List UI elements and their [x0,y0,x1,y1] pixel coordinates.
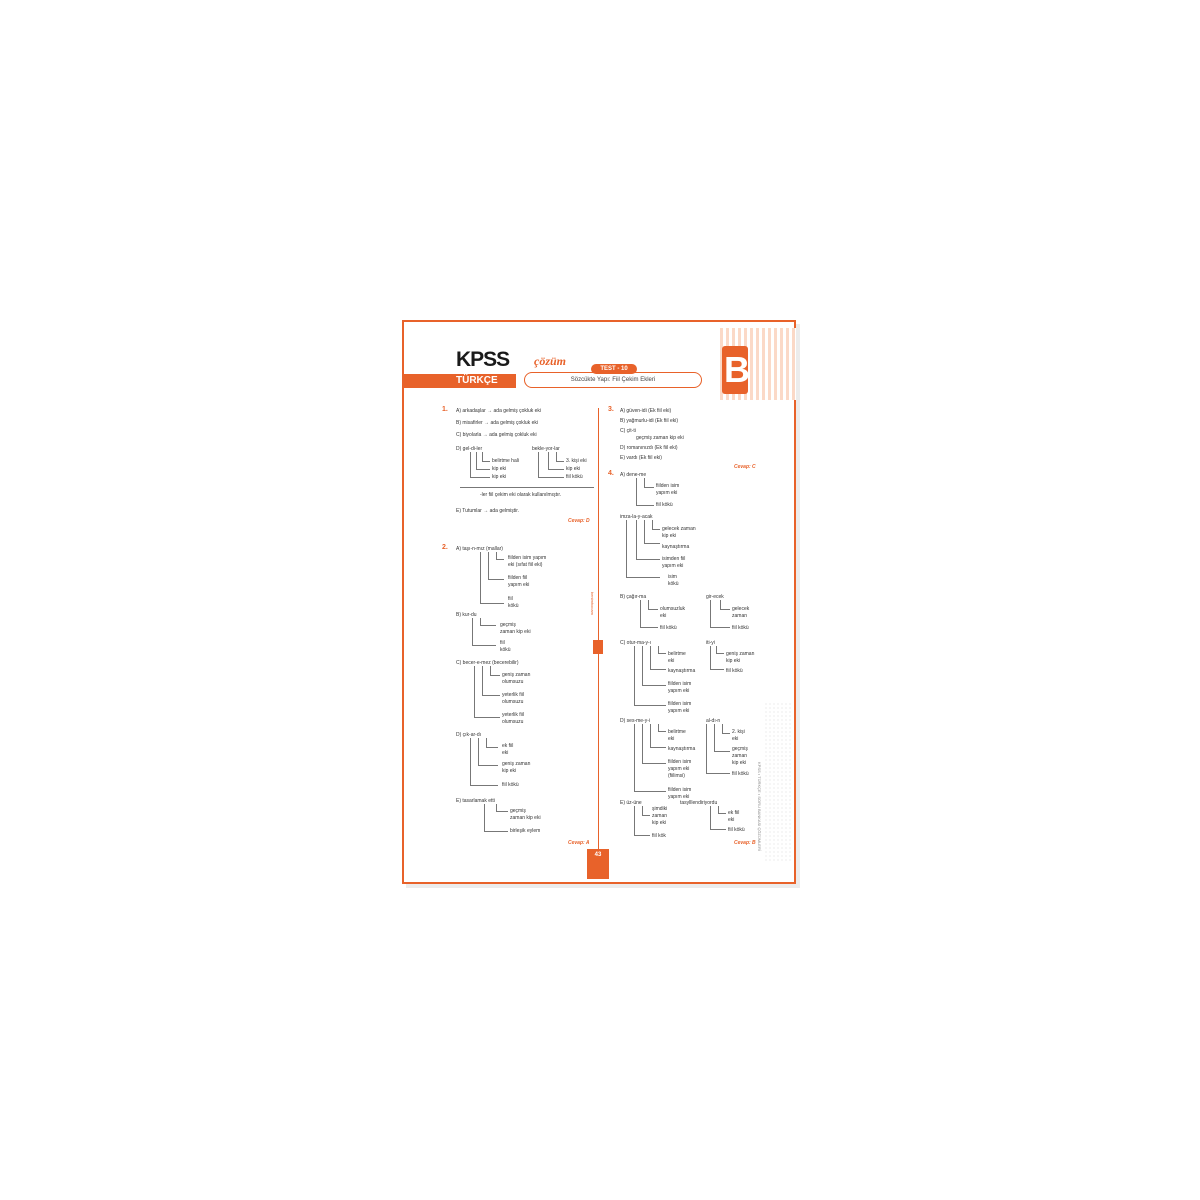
q2-answer: Cevap: A [568,840,590,846]
tree-line [480,552,481,604]
q4-d-note2: kaynaştırma [668,746,696,752]
tree-line [640,627,658,628]
cozum-title: çözüm [534,354,567,368]
tree-line [710,600,711,628]
q2-e-note1b: zaman kip eki [510,815,541,821]
tree-line [556,461,564,462]
q2-c-note1b: olumsuzu [502,679,524,685]
q4-d-note8: fiil kökü [732,771,749,777]
tree-line [496,811,508,812]
q4-c-note2: kaynaştırma [668,668,696,674]
tree-line [636,559,660,560]
q4-a-note1b: yapım eki [656,490,678,496]
q4-e-note1c: kip eki [652,820,667,826]
tree-line [480,625,496,626]
q4-d-note7: kip eki [732,760,747,766]
q4-option-b: B) çağır-ma [620,594,647,600]
q4-d-note6: geçmiş [732,746,748,752]
q4-c-note3b: yapım eki [668,688,690,694]
tree-line [636,505,654,506]
q4-e-note1b: zaman [652,813,668,819]
tree-line [470,452,471,478]
q4-ab-note1: gelecek zaman [662,526,696,532]
tree-line [648,609,658,610]
q4-c-note1: belirtme [668,651,686,657]
tree-line [658,653,666,654]
q1-option-e: E) Tutumlar → ada gelmiştir. [456,508,520,514]
q2-d-note3: fiil kökü [502,782,519,788]
tree-line [548,469,564,470]
q4-b-note3: gelecek [732,606,750,612]
q2-a-note3: fiil [508,596,513,602]
q2-c-note1: geniş zaman [502,672,531,678]
tree-line [482,461,490,462]
tree-line [496,559,504,560]
q4-d-note3b: yapım eki [668,766,690,772]
q2-option-b: B) kur-du [456,612,477,618]
q2-option-c: C) becer-e-mez (becerebilir) [456,660,519,666]
q4-e-note1: şimdiki [652,806,668,812]
q2-a-note2b: yapım eki [508,582,530,588]
q3-option-c: C) çit-ti [620,428,636,434]
tree-line [478,765,498,766]
q2-b-note2: fiil [500,640,505,646]
publisher-logo-letter: B [724,349,750,390]
q1-option-d2: bekle-yor-lar [532,446,560,452]
tree-line [718,813,726,814]
q3-option-a: A) güven-idi (Ek fiil eki) [620,408,672,414]
q4-ab-note4: isim [668,574,677,580]
q4-d-note1b: eki [668,736,675,742]
tree-line [484,831,508,832]
q3-option-e: E) vardı (Ek fiil eki) [620,455,662,461]
test-badge: TEST - 10 [591,364,637,374]
q4-ab-note3: isimden fiil [662,556,686,562]
tree-line [650,646,651,670]
q4-d-note3: fiilden isim [668,759,692,765]
q1-d-note4: 3. kişi eki [566,458,587,464]
q4-a-note1: fiilden isim [656,483,680,489]
tree-line [476,452,477,470]
q4-option-d: D) ses-me-y-i [620,718,650,724]
q4-d-note4b: yapım eki [668,794,690,800]
tree-line [644,543,660,544]
tree-line [474,717,500,718]
q4-d-note5b: eki [732,736,739,742]
q4-c-note1b: eki [668,658,675,664]
q4-b-note3b: zaman [732,613,748,619]
q4-d-note3c: (fiilimsi) [668,773,685,779]
tree-line [722,733,730,734]
q2-d-note2: geniş zaman [502,761,531,767]
q4-d-note1: belirtme [668,729,686,735]
q4-option-b2: gir-ecek [706,594,724,600]
tree-line [710,627,730,628]
q4-b-note2: fiil kökü [660,625,677,631]
tree-line [644,487,654,488]
q4-ab-note3b: yapım eki [662,563,684,569]
q4-option-c2: iti-yi [706,640,715,646]
q2-b-note2b: kökü [500,647,511,653]
tree-line [642,724,643,764]
q4-option-c: C) otur-ma-y-ı [620,640,652,646]
q4-e-note3: ek fiil [728,810,740,816]
q1-note: -ler fiil çekim eki olarak kullanılmıştır. [480,492,562,498]
tree-line [710,829,726,830]
tree-line [478,738,479,766]
q2-a-note1b: eki (sıfat fiil eki) [508,562,543,568]
q4-option-a: A) dene-me [620,472,647,478]
tree-line [710,646,711,670]
q2-b-note1b: zaman kip eki [500,629,531,635]
q4-c-note5: geniş zaman [726,651,755,657]
tree-line [474,666,475,718]
tree-line [476,469,490,470]
q4-d-note4: fiilden isim [668,787,692,793]
q4-e-note3b: eki [728,817,735,823]
q2-option-d: D) çık-ar-dı [456,732,481,738]
q4-c-note3: fiilden isim [668,681,692,687]
question-number: 1. [442,406,448,413]
q4-answer: Cevap: B [734,840,756,846]
q1-option-a: A) arkadaşlar → ada gelmiş çokluk eki [456,408,542,414]
page-number: 43 [587,849,609,879]
tree-line [634,646,635,706]
tree-line [488,552,489,580]
q4-c-note4: fiilden isim [668,701,692,707]
subject-title: Sözcükte Yapı: Fiil Çekim Ekleri [524,372,702,388]
tree-line [710,806,711,830]
question-number: 3. [608,406,614,413]
q1-answer: Cevap: D [568,518,590,524]
tree-line [480,603,504,604]
side-vertical-text: KPSS • TÜRKÇE • SORU BANKASI ÇÖZÜMLERİ [757,762,762,851]
q4-b-note1: olumsuzluk [660,606,686,612]
tree-line [710,669,724,670]
dot-grid [764,702,792,862]
tree-line [716,653,724,654]
mid-vertical-text: benimhocam [590,592,595,615]
divider-marker [593,640,603,654]
q4-ab-note2: kaynaştırma [662,544,690,550]
q3-option-b: B) yağmurlu-idi (Ek fiil eki) [620,418,679,424]
tree-line [644,520,645,544]
q2-a-note2: fiilden fiil [508,575,528,581]
q4-e-note2: fiil kök [652,833,666,839]
tree-line [634,791,666,792]
tree-line [634,705,666,706]
q4-ab-note1b: kip eki [662,533,677,539]
q4-option-e: E) üz-üne [620,800,642,806]
tree-line [488,579,504,580]
turkce-label: TÜRKÇE [456,375,498,386]
tree-line [636,478,637,506]
tree-line [490,675,500,676]
tree-line [640,600,641,628]
q3-option-d: D) romanınızdı (Ek fiil eki) [620,445,678,451]
kpss-logo: KPSS [456,348,510,371]
tree-line [472,618,473,646]
tree-line [714,751,730,752]
tree-line [482,666,483,696]
tree-line [642,815,650,816]
tree-line [538,452,539,478]
tree-line [634,806,635,836]
tree-line [482,695,500,696]
tree-line [470,477,490,478]
tree-line [652,529,660,530]
q1-d-note3: kip eki [492,474,507,480]
q1-option-d: D) gel-di-ler [456,446,483,452]
q2-c-note3: yeterlik fiil [502,712,524,718]
q2-c-note3b: olumsuzu [502,719,524,725]
tree-line [472,645,496,646]
tree-line [650,669,666,670]
q4-a-note2: fiil kökü [656,502,673,508]
tree-line [486,747,498,748]
tree-line [720,609,730,610]
q1-d-note2: kip eki [492,466,507,472]
q1-option-b: B) misafirler → ada gelmiş çokluk eki [456,420,538,426]
tree-line [714,724,715,752]
q2-option-a: A) taşı-n-mız (mallar) [456,546,503,552]
q1-option-c: C) biyolarla → ada gelmiş çokluk eki [456,432,537,438]
q4-ab-note4b: kökü [668,581,679,587]
tree-line [470,785,498,786]
q4-b-note1b: eki [660,613,667,619]
q4-d-note6b: zaman [732,753,748,759]
tree-line [634,835,650,836]
tree-line [642,763,666,764]
q4-c-note5b: kip eki [726,658,741,664]
tree-line [484,804,485,832]
q2-e-note2: birleşik eylem [510,828,541,834]
book-page [402,320,796,884]
q2-a-note1: fiilden isim yapım [508,555,547,561]
q3-answer: Cevap: C [734,464,756,470]
separator-line [460,487,594,488]
q2-d-note1: ek fiil [502,743,514,749]
q4-option-d2: al-dı-n [706,718,721,724]
tree-line [470,738,471,786]
q4-d-note5: 2. kişi [732,729,745,735]
q2-a-note3b: kökü [508,603,519,609]
question-number: 2. [442,544,448,551]
tree-line [642,646,643,686]
q2-option-e: E) tasarlamak etti [456,798,495,804]
tree-line [658,731,666,732]
tree-line [650,747,666,748]
q1-d-note5: kip eki [566,466,581,472]
tree-line [626,577,660,578]
q2-c-note2: yeterlik fiil [502,692,524,698]
tree-line [706,724,707,774]
q4-c-note6: fiil kökü [726,668,743,674]
tree-line [626,520,627,578]
tree-line [548,452,549,470]
tree-line [538,477,564,478]
question-number: 4. [608,470,614,477]
tree-line [636,520,637,560]
tree-line [650,724,651,748]
q2-d-note2b: kip eki [502,768,517,774]
q4-option-a-second: imza-la-y-acak [620,514,653,520]
q2-b-note1: geçmiş [500,622,516,628]
tree-line [642,685,666,686]
q4-c-note4b: yapım eki [668,708,690,714]
tree-line [634,724,635,792]
q2-d-note1b: eki [502,750,509,756]
q3-option-c-note: geçmiş zaman kip eki [636,435,684,441]
tree-line [706,773,730,774]
q4-option-e2: tasylllendiriyordu [680,800,718,806]
q1-d-note6: fiil kökü [566,474,583,480]
q4-b-note4: fiil kökü [732,625,749,631]
q2-c-note2b: olumsuzu [502,699,524,705]
q1-d-note1: belirtme hali [492,458,519,464]
q2-e-note1: geçmiş [510,808,526,814]
q4-e-note4: fiil kökü [728,827,745,833]
